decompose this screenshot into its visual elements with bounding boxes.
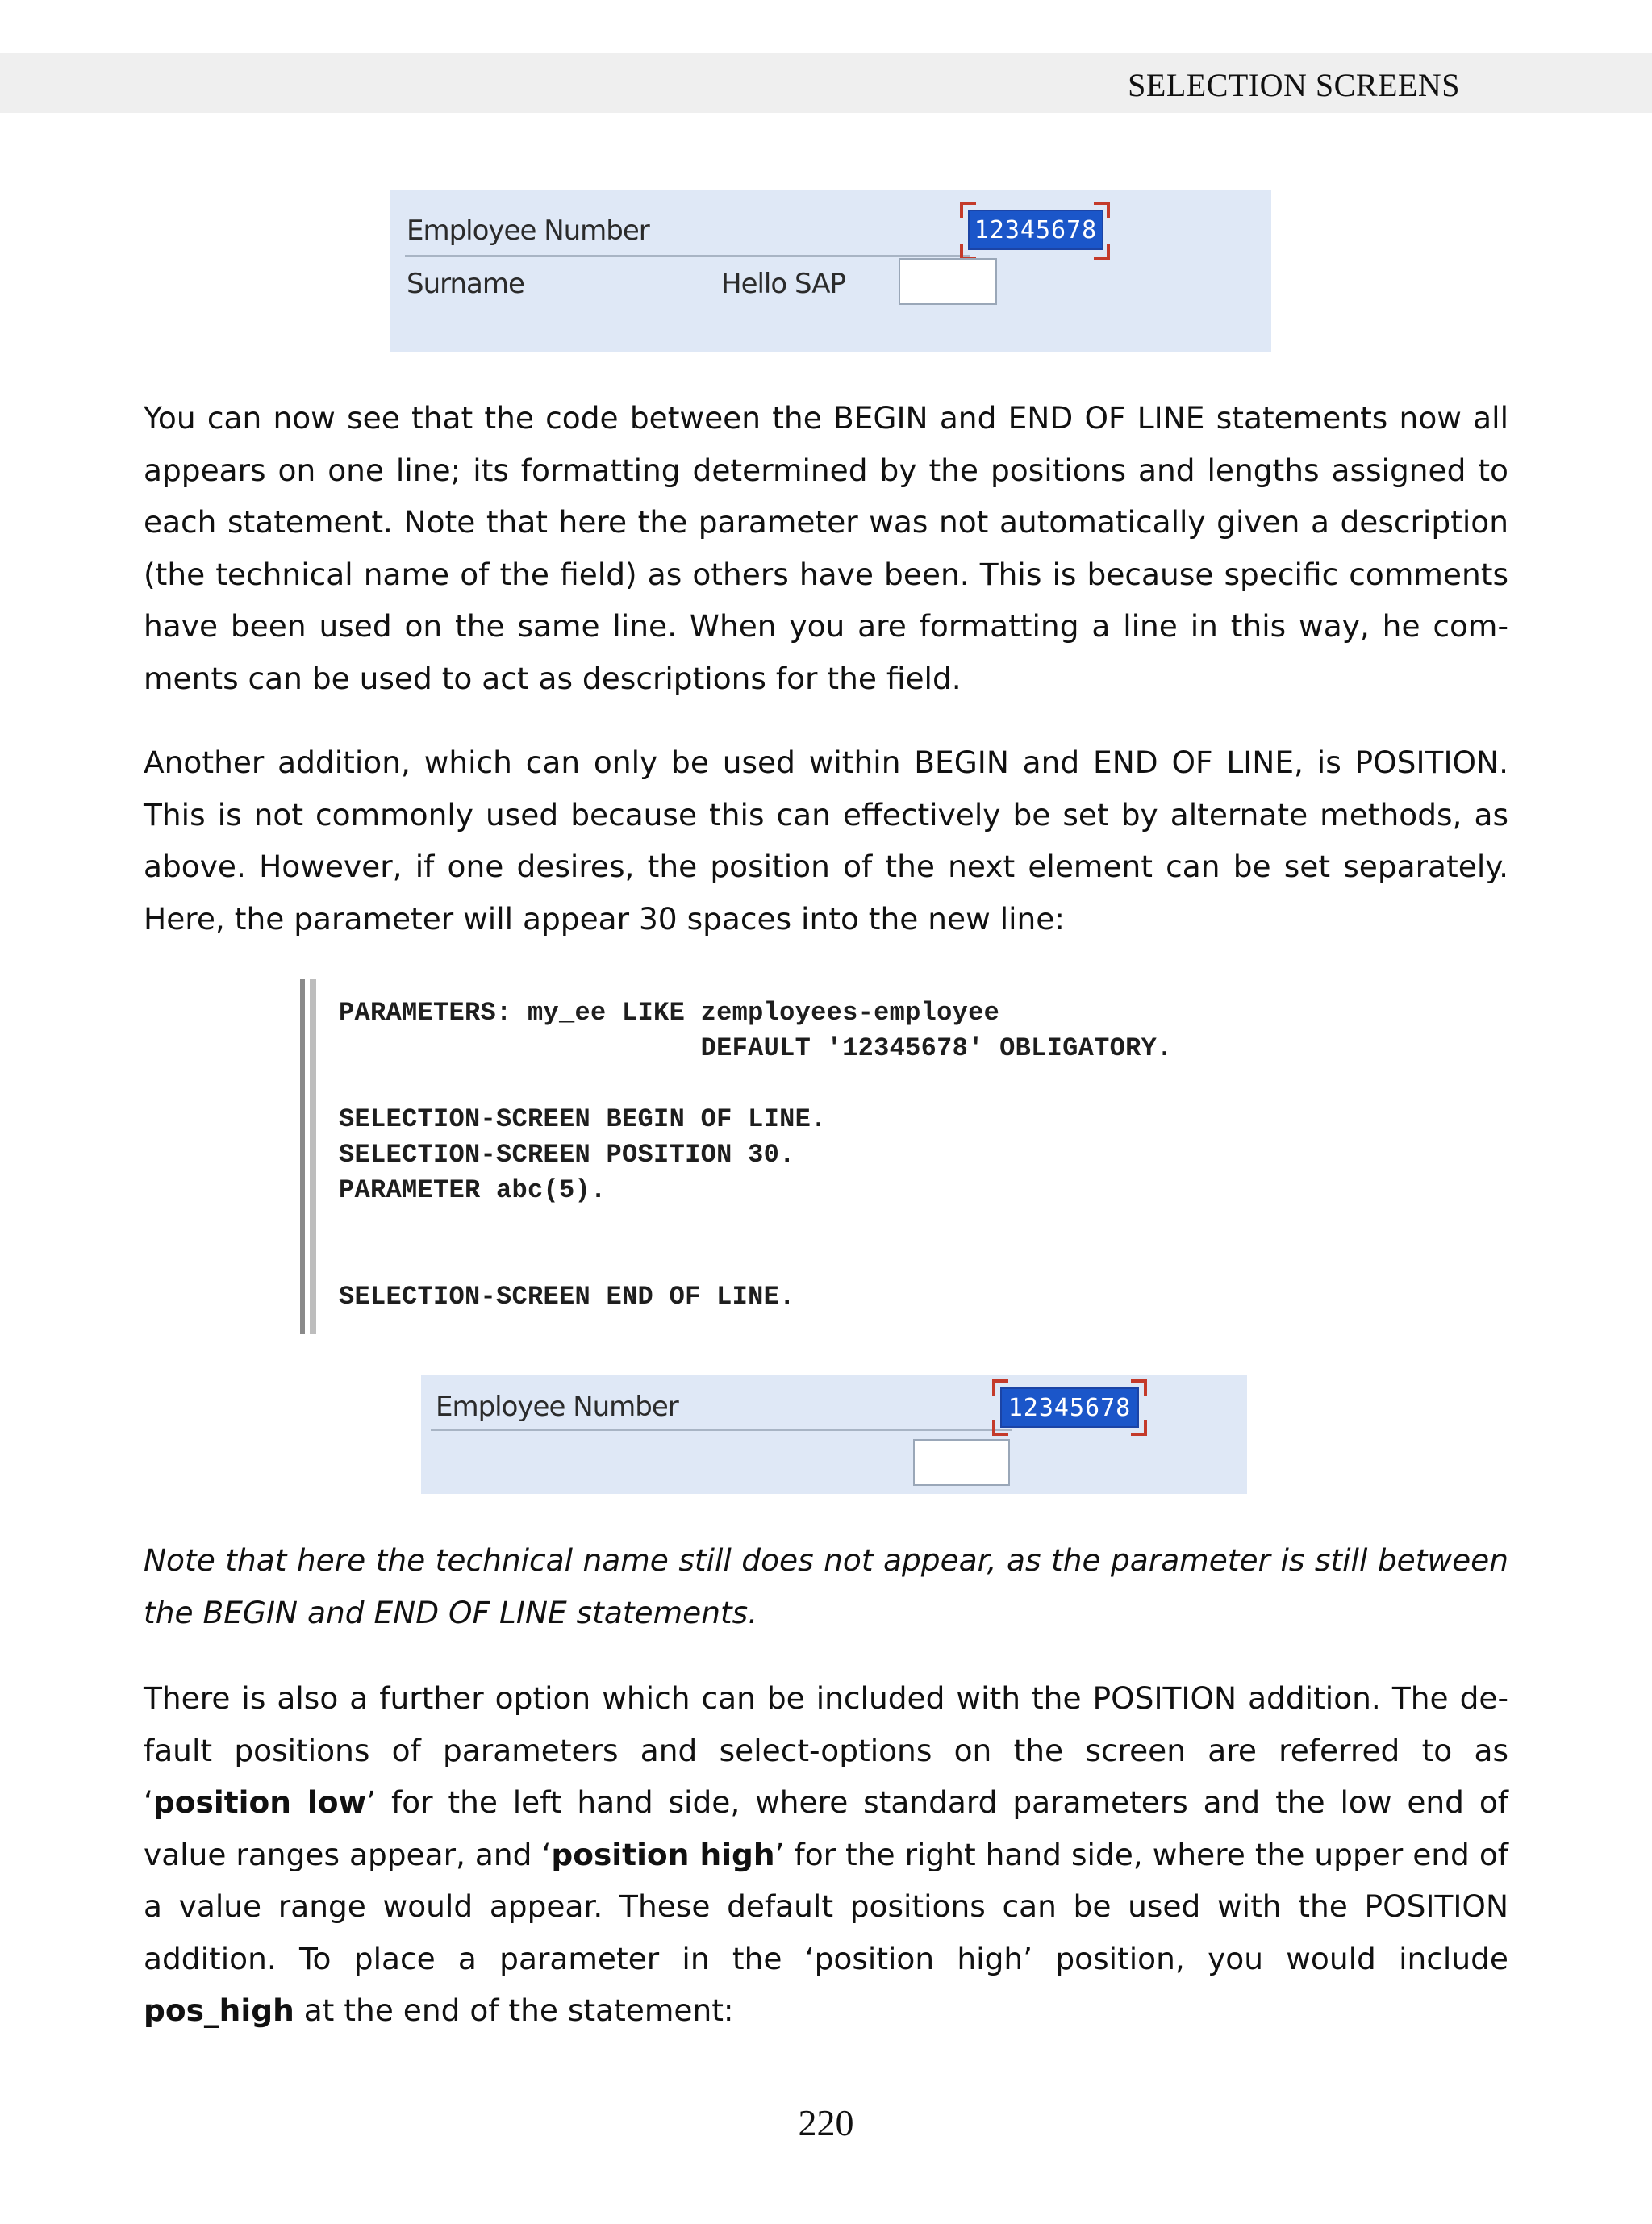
selection-screen-screenshot-2 [421, 1375, 1247, 1494]
paragraph-text: ’ for the left hand side, where standard parameters and the low end of value ranges appear, and ‘ [144, 1784, 1508, 1872]
code-border-bar [300, 979, 305, 1334]
paragraph-2: Another addition, which can only be used within BEGIN and END OF LINE, is POSITION. This is not commonly used because this can effectively be set by alternate methods, as above. However, if one desires, the position of the next element can be set separately. Here, the parameter will appear 30 spaces into the new line: [144, 745, 1508, 937]
page-number: 220 [798, 2102, 854, 2143]
paragraph-1: You can now see that the code between the BEGIN and END OF LINE statements now all appears on one line; its formatting determined by the positions and lengths assigned to each statement. Note that here the parameter was not automatically given a description (the technical name of the field) as others have been. This is because specific comments have been used on the same line. When you are formatting a line in this way, he com-ments can be used to act as descriptions for the field. [144, 400, 1508, 696]
code-listing [300, 979, 1308, 1334]
employee-number-input[interactable]: 12345678 [1000, 1387, 1139, 1428]
paragraph-text: ’ for the right hand side, where the upper end of a value range would appear. These default positions can be used with the POSITION addition. To place a parameter in the ‘position high’ position, you would include [144, 1836, 1508, 1976]
code-line: PARAMETERS: my_ee LIKE zemployees-employee [339, 998, 1000, 1028]
label-underline [431, 1429, 1012, 1431]
employee-number-input[interactable]: 12345678 [968, 210, 1103, 250]
code-line: SELECTION-SCREEN POSITION 30. [339, 1140, 795, 1170]
surname-label: Surname [407, 268, 524, 300]
bold-term-position-low: position low [152, 1784, 367, 1820]
code-border-bar-light [310, 979, 316, 1334]
bold-term-pos-high: pos_high [144, 1992, 294, 2028]
code-line: SELECTION-SCREEN END OF LINE. [339, 1282, 795, 1312]
code-line: SELECTION-SCREEN BEGIN OF LINE. [339, 1104, 827, 1134]
paragraph-text: There is also a further option which can be included with the POSITION addition. The de-fault positions of parameters and select-options on the screen are referred to as ‘ [144, 1680, 1508, 1820]
bold-term-position-high: position high [551, 1836, 775, 1872]
running-header: SELECTION SCREENS [1128, 67, 1460, 103]
paragraph-text: at the end of the statement: [294, 1992, 734, 2028]
code-line: DEFAULT '12345678' OBLIGATORY. [339, 1033, 1173, 1063]
employee-number-label: Employee Number [436, 1391, 678, 1423]
surname-input[interactable] [899, 258, 997, 305]
note-paragraph: Note that here the technical name still does not appear, as the parameter is still between the BEGIN and END OF LINE statements. [144, 1542, 1508, 1630]
label-underline [405, 255, 970, 257]
paragraph-4 [144, 1672, 1508, 2037]
employee-number-label: Employee Number [407, 215, 649, 247]
selection-screen-screenshot-1 [390, 190, 1271, 352]
code-line: PARAMETER abc(5). [339, 1175, 607, 1205]
abc-input[interactable] [913, 1439, 1010, 1486]
comment-text: Hello SAP [721, 268, 845, 300]
